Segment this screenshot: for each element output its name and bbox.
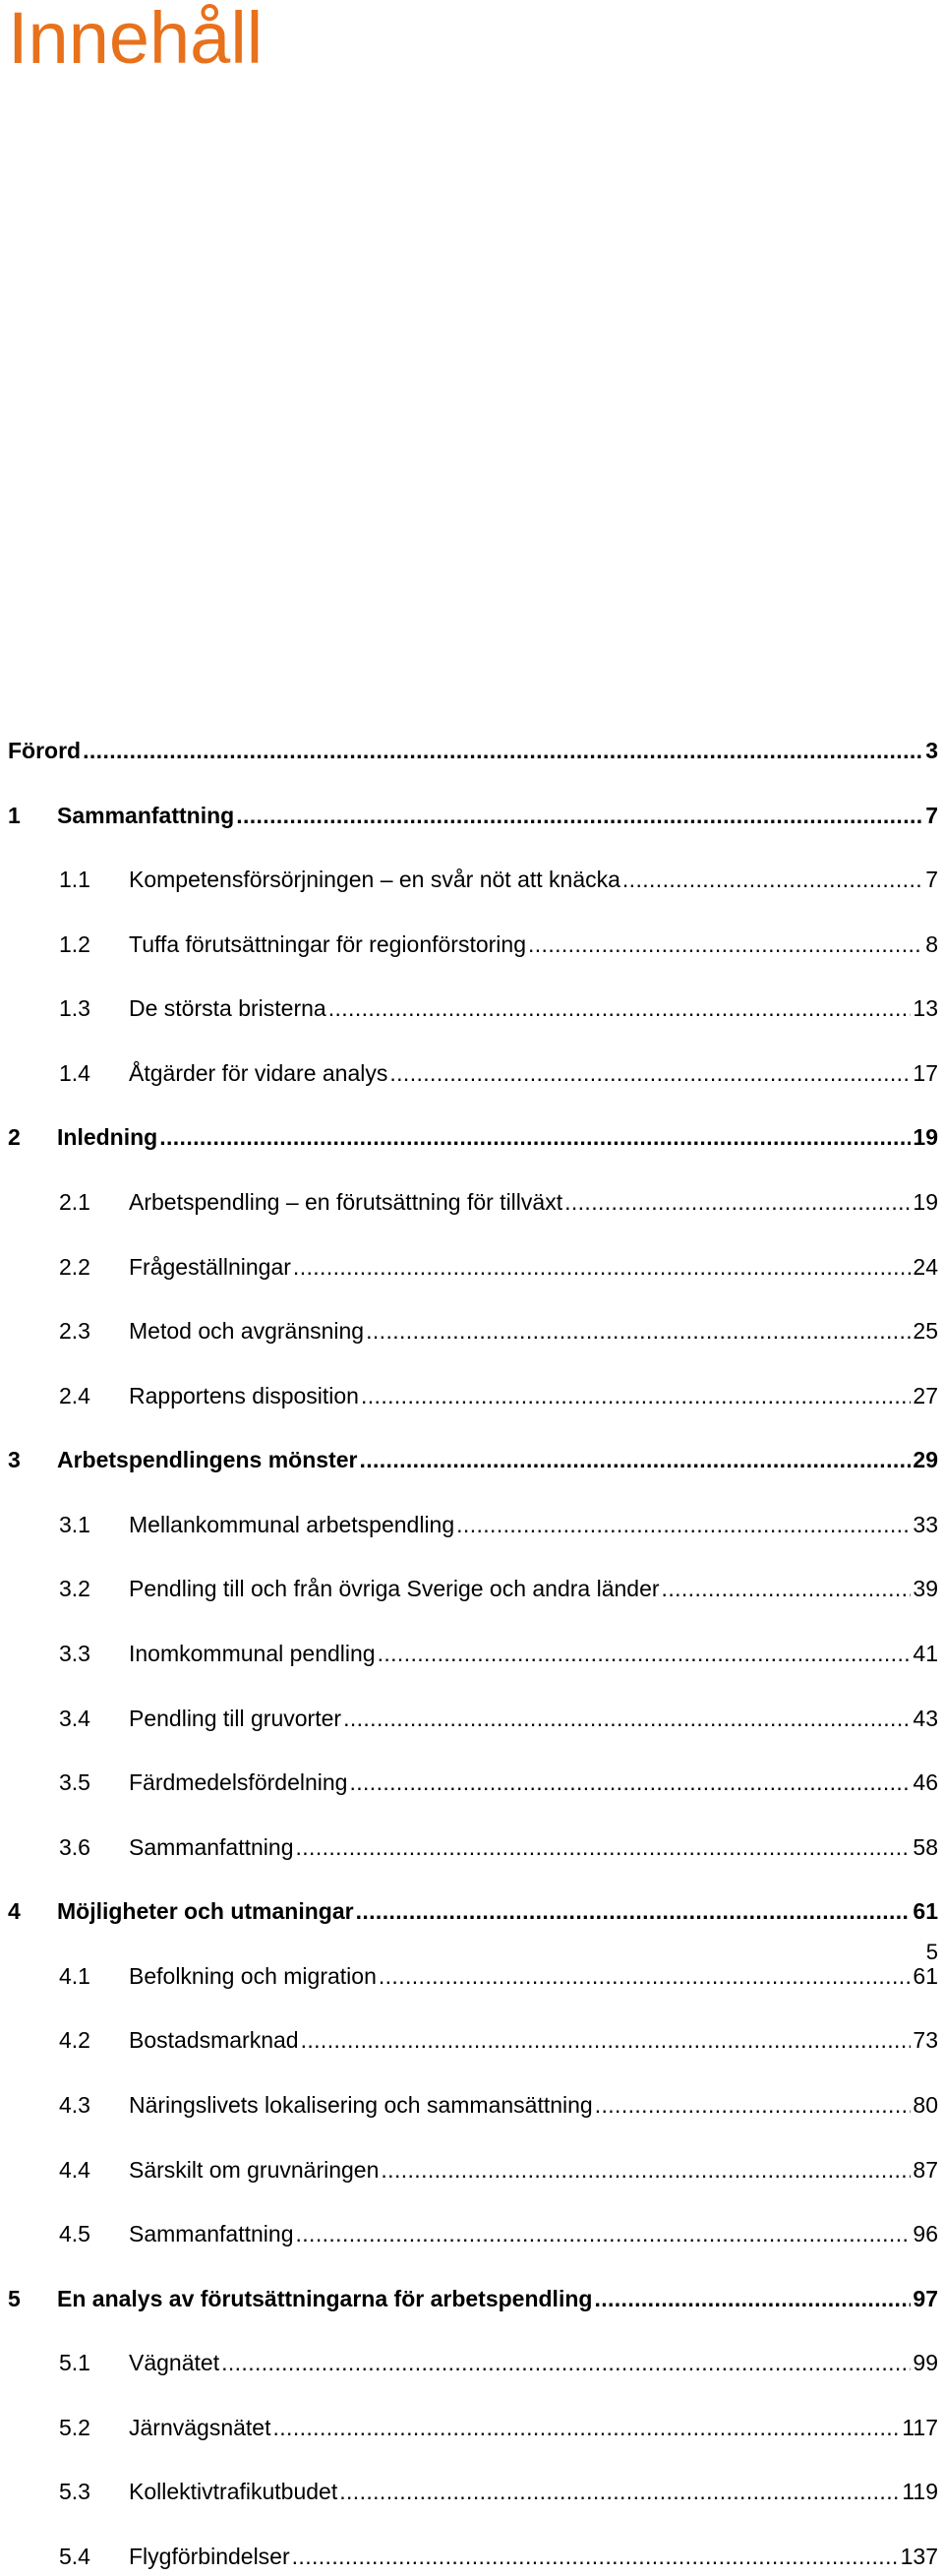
toc-entry-label: Flygförbindelser xyxy=(129,2544,290,2569)
toc-entry-label: Järnvägsnätet xyxy=(129,2415,271,2440)
toc-entry-number: 2 xyxy=(8,1124,21,1150)
dot-leader xyxy=(328,988,912,1028)
toc-entry-number: 3 xyxy=(8,1447,21,1472)
toc-entry-number: 3.3 xyxy=(59,1641,90,1666)
toc-entry-page: 117 xyxy=(902,2415,938,2440)
toc-entry-number: 3.5 xyxy=(59,1769,90,1795)
dot-leader xyxy=(295,1827,911,1867)
toc-entry-label: En analys av förutsättningarna för arbetspendling xyxy=(57,2286,593,2311)
toc-entry-number: 3.6 xyxy=(59,1834,90,1860)
dot-leader xyxy=(378,1634,912,1673)
dot-leader xyxy=(349,1763,911,1802)
dot-leader xyxy=(236,796,923,835)
toc-entry-page: 29 xyxy=(913,1447,938,1472)
toc-entry-page: 46 xyxy=(913,1769,938,1795)
toc-entry-number: 1.4 xyxy=(59,1060,90,1086)
toc-entry-page: 19 xyxy=(913,1124,938,1150)
dot-leader xyxy=(361,1376,911,1415)
toc-entry[interactable] xyxy=(0,1376,944,1415)
toc-entry-page: 73 xyxy=(913,2027,938,2053)
toc-entry-label: Särskilt om gruvnäringen xyxy=(129,2157,380,2183)
toc-entry[interactable] xyxy=(0,1505,944,1544)
toc-entry[interactable] xyxy=(0,1891,944,1931)
toc-entry[interactable] xyxy=(0,1763,944,1802)
toc-entry-number: 2.4 xyxy=(59,1383,90,1408)
toc-entry-number: 1.1 xyxy=(59,867,90,892)
toc-entry-label: Färdmedelsfördelning xyxy=(129,1769,348,1795)
toc-entry-page: 19 xyxy=(913,1189,938,1215)
toc-entry[interactable] xyxy=(0,731,944,770)
dot-leader xyxy=(295,2214,911,2253)
toc-entry-page: 25 xyxy=(913,1318,938,1344)
toc-entry[interactable] xyxy=(0,1569,944,1608)
toc-entry-number: 4 xyxy=(8,1898,21,1924)
toc-entry-page: 13 xyxy=(913,995,938,1021)
toc-entry-label: De största bristerna xyxy=(129,995,326,1021)
toc-entry-number: 3.2 xyxy=(59,1576,90,1601)
toc-entry-page: 119 xyxy=(902,2479,938,2504)
dot-leader xyxy=(159,1117,911,1157)
toc-entry-page: 7 xyxy=(925,867,938,892)
toc-entry[interactable] xyxy=(0,1827,944,1867)
toc-entry[interactable] xyxy=(0,796,944,835)
toc-entry-number: 1 xyxy=(8,803,21,828)
toc-entry-number: 5.2 xyxy=(59,2415,90,2440)
toc-entry[interactable] xyxy=(0,2085,944,2125)
toc-entry-label: Mellankommunal arbetspendling xyxy=(129,1512,455,1537)
toc-entry-page: 27 xyxy=(913,1383,938,1408)
toc-entry-number: 5.3 xyxy=(59,2479,90,2504)
toc-entry-number: 3.4 xyxy=(59,1706,90,1731)
dot-leader xyxy=(389,1053,911,1093)
toc-entry-page: 43 xyxy=(913,1706,938,1731)
toc-entry[interactable] xyxy=(0,2020,944,2060)
toc-entry-page: 137 xyxy=(900,2544,938,2569)
toc-entry-number: 5.4 xyxy=(59,2544,90,2569)
dot-leader xyxy=(301,2020,912,2060)
toc-entry-number: 2.1 xyxy=(59,1189,90,1215)
dot-leader xyxy=(359,1440,911,1479)
toc-entry[interactable] xyxy=(0,2279,944,2318)
toc-entry[interactable] xyxy=(0,2408,944,2447)
dot-leader xyxy=(356,1891,912,1931)
toc-entry-label: Kollektivtrafikutbudet xyxy=(129,2479,338,2504)
toc-entry-page: 41 xyxy=(913,1641,938,1666)
dot-leader xyxy=(528,925,923,964)
toc-entry-page: 58 xyxy=(913,1834,938,1860)
toc-entry-number: 3.1 xyxy=(59,1512,90,1537)
toc-entry-label: Pendling till gruvorter xyxy=(129,1706,342,1731)
dot-leader xyxy=(272,2408,900,2447)
toc-entry-label: Åtgärder för vidare analys xyxy=(129,1060,388,1086)
toc-entry-number: 4.5 xyxy=(59,2221,90,2247)
toc-entry-page: 61 xyxy=(913,1963,938,1989)
toc-entry[interactable] xyxy=(0,1247,944,1287)
toc-entry-label: Sammanfattning xyxy=(57,803,235,828)
dot-leader xyxy=(456,1505,911,1544)
toc-entry[interactable] xyxy=(0,1634,944,1673)
toc-entry[interactable] xyxy=(0,988,944,1028)
toc-entry-page: 96 xyxy=(913,2221,938,2247)
toc-entry-number: 1.3 xyxy=(59,995,90,1021)
toc-entry-label: Sammanfattning xyxy=(129,2221,294,2247)
toc-entry-label: Frågeställningar xyxy=(129,1254,291,1280)
toc-entry-label: Rapportens disposition xyxy=(129,1383,359,1408)
dot-leader xyxy=(381,2150,911,2189)
toc-entry-label: Vägnätet xyxy=(129,2350,220,2375)
toc-entry[interactable] xyxy=(0,1182,944,1222)
dot-leader xyxy=(564,1182,911,1222)
toc-entry-number: 2.2 xyxy=(59,1254,90,1280)
toc-entry-label: Pendling till och från övriga Sverige och andra länder xyxy=(129,1576,660,1601)
toc-entry-page: 24 xyxy=(913,1254,938,1280)
toc-entry-page: 87 xyxy=(913,2157,938,2183)
toc-entry[interactable] xyxy=(0,2472,944,2511)
page-title: Innehåll xyxy=(8,0,264,79)
toc-entry-label: Kompetensförsörjningen – en svår nöt att knäcka xyxy=(129,867,620,892)
dot-leader xyxy=(366,1311,911,1350)
toc-entry[interactable] xyxy=(0,1117,944,1157)
dot-leader xyxy=(221,2343,911,2382)
toc-entry-label: Sammanfattning xyxy=(129,1834,294,1860)
toc-entry-page: 17 xyxy=(913,1060,938,1086)
dot-leader xyxy=(83,731,923,770)
toc-entry[interactable] xyxy=(0,860,944,899)
toc-entry[interactable] xyxy=(0,2343,944,2382)
toc-entry-number: 2.3 xyxy=(59,1318,90,1344)
dot-leader xyxy=(622,860,923,899)
toc-entry-page: 7 xyxy=(925,803,938,828)
toc-entry-page: 99 xyxy=(913,2350,938,2375)
toc-entry-label: Möjligheter och utmaningar xyxy=(57,1898,354,1924)
toc-entry[interactable] xyxy=(0,925,944,964)
toc-entry-page: 3 xyxy=(925,738,938,763)
toc-entry[interactable] xyxy=(0,2150,944,2189)
footer-page-number: 5 xyxy=(925,1940,938,1964)
dot-leader xyxy=(339,2472,900,2511)
toc-entry-label: Arbetspendlingens mönster xyxy=(57,1447,358,1472)
toc-entry[interactable] xyxy=(0,1311,944,1350)
dot-leader xyxy=(662,1569,912,1608)
dot-leader xyxy=(343,1699,911,1738)
toc-entry-label: Näringslivets lokalisering och sammansättning xyxy=(129,2092,593,2118)
toc-entry[interactable] xyxy=(0,2537,944,2576)
toc-entry-label: Inledning xyxy=(57,1124,158,1150)
toc-entry[interactable] xyxy=(0,1699,944,1738)
toc-entry-page: 61 xyxy=(913,1898,938,1924)
toc-entry-number: 4.3 xyxy=(59,2092,90,2118)
dot-leader xyxy=(292,2537,899,2576)
toc-entry-number: 5.1 xyxy=(59,2350,90,2375)
toc-entry-label: Befolkning och migration xyxy=(129,1963,377,1989)
toc-entry-page: 80 xyxy=(913,2092,938,2118)
dot-leader xyxy=(594,2279,911,2318)
toc-entry-page: 8 xyxy=(925,931,938,957)
dot-leader xyxy=(379,1956,912,1996)
toc-entry-label: Bostadsmarknad xyxy=(129,2027,299,2053)
toc-entry[interactable] xyxy=(0,1956,944,1996)
toc-entry[interactable] xyxy=(0,1440,944,1479)
toc-entry-label: Förord xyxy=(8,738,82,763)
toc-entry-number: 4.1 xyxy=(59,1963,90,1989)
toc-entry[interactable] xyxy=(0,2214,944,2253)
toc-entry-page: 39 xyxy=(913,1576,938,1601)
toc-entry-number: 1.2 xyxy=(59,931,90,957)
dot-leader xyxy=(595,2085,912,2125)
toc-entry-label: Inomkommunal pendling xyxy=(129,1641,376,1666)
toc-entry-label: Tuffa förutsättningar för regionförstoring xyxy=(129,931,526,957)
toc-entry-page: 97 xyxy=(913,2286,938,2311)
toc-entry-label: Metod och avgränsning xyxy=(129,1318,365,1344)
toc-entry-label: Arbetspendling – en förutsättning för tillväxt xyxy=(129,1189,563,1215)
toc-entry-number: 4.2 xyxy=(59,2027,90,2053)
toc-entry-number: 4.4 xyxy=(59,2157,90,2183)
toc-entry-number: 5 xyxy=(8,2286,21,2311)
toc-entry[interactable] xyxy=(0,1053,944,1093)
dot-leader xyxy=(293,1247,911,1287)
toc-entry-page: 33 xyxy=(913,1512,938,1537)
